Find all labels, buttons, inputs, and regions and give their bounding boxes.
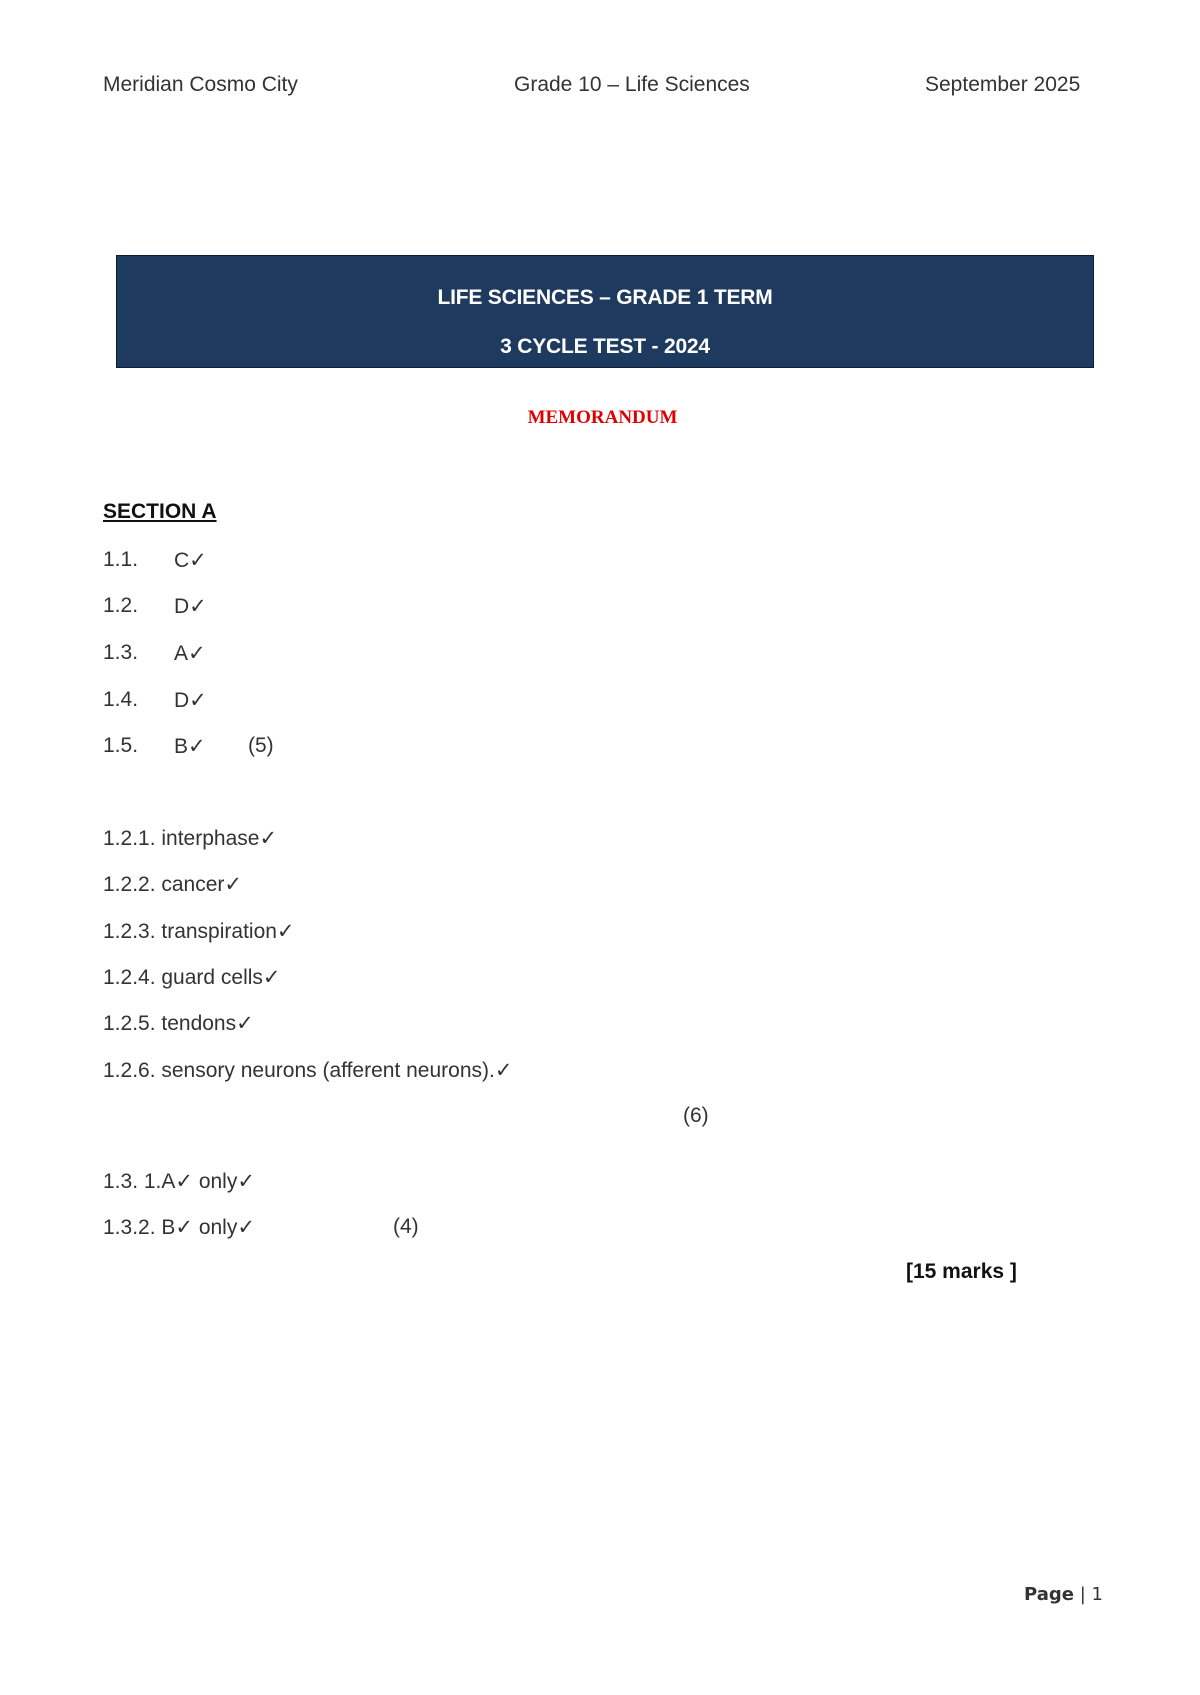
match-answer: 1.3.2. B✓ only✓ [103, 1216, 255, 1239]
mcq-answer: D✓ [174, 689, 207, 712]
match-marks: (4) [393, 1215, 419, 1238]
section-a-heading: SECTION A [103, 500, 217, 523]
page-number-value: 1 [1091, 1584, 1103, 1605]
title-line-1: LIFE SCIENCES – GRADE 1 TERM [437, 286, 773, 309]
header-date: September 2025 [925, 73, 1081, 96]
mcq-number: 1.2. [103, 594, 139, 617]
title-line-2: 3 CYCLE TEST - 2024 [500, 335, 710, 358]
term-answer: 1.2.3. transpiration✓ [103, 920, 295, 943]
mcq-answer: D✓ [174, 595, 207, 618]
mcq-marks: (5) [248, 734, 274, 757]
page-label: Page [1024, 1584, 1074, 1605]
mcq-answer: B✓ [174, 735, 206, 758]
mcq-number: 1.5. [103, 734, 139, 757]
header-school: Meridian Cosmo City [103, 73, 298, 96]
match-answer: 1.3. 1.A✓ only✓ [103, 1170, 255, 1193]
term-answer: 1.2.4. guard cells✓ [103, 966, 281, 989]
term-answer: 1.2.5. tendons✓ [103, 1012, 254, 1035]
title-banner [116, 255, 1094, 368]
page-separator: | [1079, 1584, 1086, 1605]
mcq-number: 1.3. [103, 641, 139, 664]
section-total: [15 marks ] [906, 1260, 1017, 1283]
mcq-answer: C✓ [174, 549, 207, 572]
terms-marks: (6) [683, 1104, 709, 1127]
term-answer: 1.2.1. interphase✓ [103, 827, 278, 850]
mcq-number: 1.1. [103, 548, 139, 571]
page-number [1024, 1584, 1103, 1605]
mcq-number: 1.4. [103, 688, 139, 711]
term-answer: 1.2.2. cancer✓ [103, 873, 243, 896]
mcq-answer: A✓ [174, 642, 206, 665]
term-answer: 1.2.6. sensory neurons (afferent neurons).✓ [103, 1059, 513, 1082]
memorandum-label: MEMORANDUM [527, 407, 678, 428]
header-subject: Grade 10 – Life Sciences [514, 73, 750, 96]
